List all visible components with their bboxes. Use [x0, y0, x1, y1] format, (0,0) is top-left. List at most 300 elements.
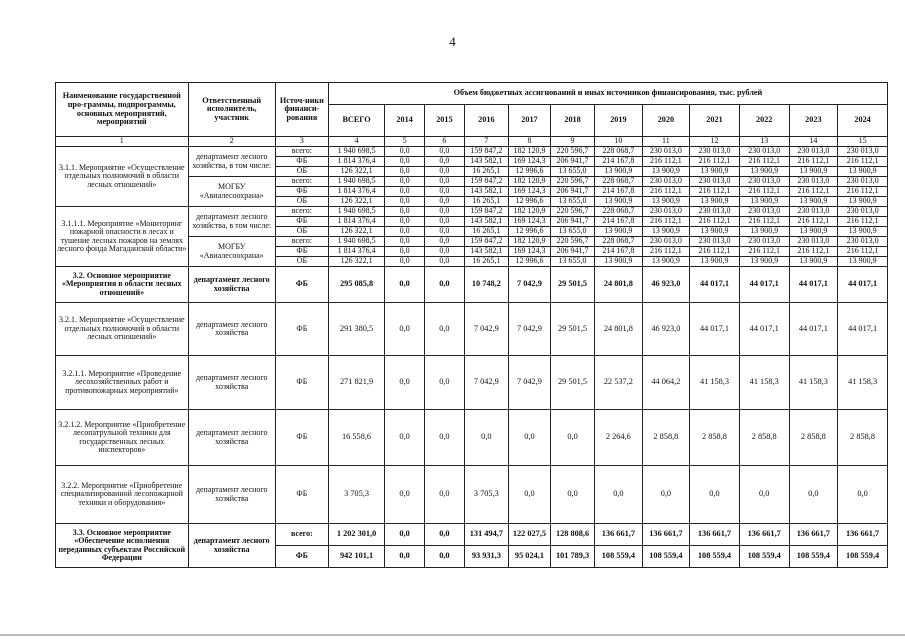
value-cell: 13 900,9 — [690, 197, 740, 207]
value-cell: 169 124,3 — [508, 247, 550, 257]
value-cell: 13 655,0 — [550, 197, 594, 207]
value-cell: 12 996,6 — [508, 257, 550, 267]
value-cell: 0,0 — [464, 410, 508, 466]
value-cell: 0,0 — [425, 227, 465, 237]
value-cell: 44 017,1 — [690, 267, 740, 303]
header-source: Источ-ники финанси-рования — [275, 83, 328, 137]
header-year: 2018 — [550, 105, 594, 137]
value-cell: 169 124,3 — [508, 157, 550, 167]
value-cell: 16 558,6 — [328, 410, 384, 466]
value-cell: 136 661,7 — [595, 524, 643, 546]
value-cell: 0,0 — [425, 410, 465, 466]
value-cell: 95 024,1 — [508, 546, 550, 568]
value-cell: 128 808,6 — [550, 524, 594, 546]
value-cell: 101 789,3 — [550, 546, 594, 568]
value-cell: 16 265,1 — [464, 227, 508, 237]
value-cell: 230 013,0 — [739, 147, 789, 157]
value-cell: 0,0 — [642, 466, 690, 524]
value-cell: 143 582,1 — [464, 187, 508, 197]
value-cell: 41 158,3 — [838, 356, 888, 410]
funding-source: всего: — [275, 524, 328, 546]
value-cell: 0,0 — [425, 187, 465, 197]
value-cell: 13 900,9 — [789, 257, 838, 267]
value-cell: 291 380,5 — [328, 303, 384, 356]
value-cell: 3 705,3 — [464, 466, 508, 524]
value-cell: 216 112,1 — [789, 247, 838, 257]
header-year: 2024 — [838, 105, 888, 137]
funding-source: ОБ — [275, 257, 328, 267]
value-cell: 230 013,0 — [642, 147, 690, 157]
value-cell: 122 027,5 — [508, 524, 550, 546]
value-cell: 230 013,0 — [739, 177, 789, 187]
value-cell: 0,0 — [385, 267, 425, 303]
executor: МОГБУ «Авиалесоохрана» — [188, 237, 275, 267]
column-number: 7 — [464, 137, 508, 147]
value-cell: 136 661,7 — [739, 524, 789, 546]
value-cell: 0,0 — [385, 257, 425, 267]
value-cell: 230 013,0 — [642, 207, 690, 217]
value-cell: 0,0 — [425, 524, 465, 546]
value-cell: 942 101,1 — [328, 546, 384, 568]
value-cell: 0,0 — [385, 157, 425, 167]
value-cell: 206 941,7 — [550, 187, 594, 197]
value-cell: 230 013,0 — [789, 147, 838, 157]
value-cell: 0,0 — [385, 207, 425, 217]
value-cell: 13 900,9 — [595, 197, 643, 207]
value-cell: 0,0 — [425, 303, 465, 356]
value-cell: 230 013,0 — [789, 207, 838, 217]
value-cell: 13 900,9 — [642, 167, 690, 177]
value-cell: 126 322,1 — [328, 227, 384, 237]
funding-source: ФБ — [275, 410, 328, 466]
value-cell: 13 900,9 — [595, 167, 643, 177]
value-cell: 0,0 — [425, 466, 465, 524]
value-cell: 0,0 — [425, 237, 465, 247]
value-cell: 230 013,0 — [690, 207, 740, 217]
header-year: 2016 — [464, 105, 508, 137]
value-cell: 230 013,0 — [690, 237, 740, 247]
value-cell: 24 801,8 — [595, 267, 643, 303]
value-cell: 13 900,9 — [739, 197, 789, 207]
column-number: 13 — [739, 137, 789, 147]
value-cell: 13 900,9 — [642, 257, 690, 267]
value-cell: 13 900,9 — [690, 167, 740, 177]
value-cell: 44 064,2 — [642, 356, 690, 410]
value-cell: 3 705,3 — [328, 466, 384, 524]
value-cell: 214 167,8 — [595, 247, 643, 257]
table-row — [56, 207, 888, 217]
value-cell: 0,0 — [385, 167, 425, 177]
funding-source: ФБ — [275, 217, 328, 227]
value-cell: 44 017,1 — [789, 303, 838, 356]
executor: департамент лесного хозяйства — [188, 410, 275, 466]
funding-source: всего: — [275, 207, 328, 217]
funding-source: ОБ — [275, 227, 328, 237]
value-cell: 136 661,7 — [789, 524, 838, 546]
value-cell: 216 112,1 — [739, 157, 789, 167]
funding-source: всего: — [275, 147, 328, 157]
funding-source: ФБ — [275, 303, 328, 356]
value-cell: 44 017,1 — [838, 303, 888, 356]
value-cell: 216 112,1 — [838, 157, 888, 167]
value-cell: 216 112,1 — [838, 187, 888, 197]
value-cell: 16 265,1 — [464, 257, 508, 267]
value-cell: 108 559,4 — [789, 546, 838, 568]
value-cell: 0,0 — [385, 303, 425, 356]
value-cell: 0,0 — [385, 177, 425, 187]
value-cell: 0,0 — [425, 356, 465, 410]
value-cell: 143 582,1 — [464, 217, 508, 227]
value-cell: 206 941,7 — [550, 157, 594, 167]
value-cell: 0,0 — [385, 197, 425, 207]
column-number: 15 — [838, 137, 888, 147]
value-cell: 7 042,9 — [464, 356, 508, 410]
value-cell: 1 814 376,4 — [328, 217, 384, 227]
column-number: 11 — [642, 137, 690, 147]
value-cell: 220 596,7 — [550, 177, 594, 187]
value-cell: 216 112,1 — [739, 247, 789, 257]
value-cell: 228 068,7 — [595, 147, 643, 157]
value-cell: 1 814 376,4 — [328, 247, 384, 257]
executor: департамент лесного хозяйства — [188, 267, 275, 303]
value-cell: 206 941,7 — [550, 217, 594, 227]
value-cell: 13 900,9 — [789, 197, 838, 207]
value-cell: 216 112,1 — [642, 187, 690, 197]
value-cell: 216 112,1 — [739, 187, 789, 197]
value-cell: 0,0 — [425, 257, 465, 267]
value-cell: 228 068,7 — [595, 237, 643, 247]
value-cell: 295 085,8 — [328, 267, 384, 303]
value-cell: 159 847,2 — [464, 207, 508, 217]
value-cell: 230 013,0 — [690, 147, 740, 157]
value-cell: 182 120,9 — [508, 237, 550, 247]
value-cell: 126 322,1 — [328, 197, 384, 207]
funding-source: всего: — [275, 237, 328, 247]
value-cell: 16 265,1 — [464, 167, 508, 177]
value-cell: 46 923,0 — [642, 303, 690, 356]
value-cell: 13 900,9 — [642, 227, 690, 237]
value-cell: 1 940 698,5 — [328, 147, 384, 157]
value-cell: 41 158,3 — [789, 356, 838, 410]
value-cell: 13 900,9 — [690, 257, 740, 267]
value-cell: 182 120,9 — [508, 177, 550, 187]
value-cell: 0,0 — [425, 247, 465, 257]
value-cell: 0,0 — [739, 466, 789, 524]
header-year: 2015 — [425, 105, 465, 137]
value-cell: 1 814 376,4 — [328, 187, 384, 197]
value-cell: 216 112,1 — [789, 217, 838, 227]
budget-table — [55, 82, 888, 568]
page-bottom-edge — [0, 634, 905, 636]
table-row — [56, 524, 888, 546]
value-cell: 12 996,6 — [508, 167, 550, 177]
value-cell: 1 940 698,5 — [328, 207, 384, 217]
value-cell: 13 900,9 — [789, 227, 838, 237]
value-cell: 230 013,0 — [789, 237, 838, 247]
value-cell: 230 013,0 — [838, 207, 888, 217]
value-cell: 13 900,9 — [595, 257, 643, 267]
value-cell: 29 501,5 — [550, 303, 594, 356]
funding-source: ОБ — [275, 167, 328, 177]
header-executor: Ответственный исполнитель, участник — [188, 83, 275, 137]
header-year: 2019 — [595, 105, 643, 137]
value-cell: 13 900,9 — [739, 257, 789, 267]
value-cell: 216 112,1 — [690, 187, 740, 197]
value-cell: 230 013,0 — [739, 207, 789, 217]
value-cell: 230 013,0 — [789, 177, 838, 187]
value-cell: 0,0 — [425, 267, 465, 303]
funding-source: ФБ — [275, 356, 328, 410]
value-cell: 7 042,9 — [464, 303, 508, 356]
header-year: 2017 — [508, 105, 550, 137]
value-cell: 136 661,7 — [838, 524, 888, 546]
header-name: Наименование государственной про-граммы, подпрограммы, основных мероприятий, мероприятий — [56, 83, 189, 137]
value-cell: 108 559,4 — [838, 546, 888, 568]
activity-name: 3.1.1.1. Мероприятие «Мониторинг пожарной опасности в лесах и тушение лесных пожаров на землях лесного фонда Магаданской области» — [56, 207, 189, 267]
value-cell: 0,0 — [425, 177, 465, 187]
value-cell: 0,0 — [425, 167, 465, 177]
value-cell: 13 900,9 — [838, 257, 888, 267]
column-number: 1 — [56, 137, 189, 147]
value-cell: 13 900,9 — [838, 197, 888, 207]
activity-name: 3.1.1. Мероприятие «Осуществление отдельных полномочий в области лесных отношений» — [56, 147, 189, 207]
value-cell: 230 013,0 — [838, 177, 888, 187]
value-cell: 108 559,4 — [739, 546, 789, 568]
column-number: 5 — [385, 137, 425, 147]
value-cell: 7 042,9 — [508, 356, 550, 410]
executor: департамент лесного хозяйства — [188, 466, 275, 524]
value-cell: 216 112,1 — [642, 217, 690, 227]
value-cell: 220 596,7 — [550, 207, 594, 217]
column-number: 2 — [188, 137, 275, 147]
value-cell: 0,0 — [385, 217, 425, 227]
value-cell: 1 940 698,5 — [328, 237, 384, 247]
value-cell: 29 501,5 — [550, 267, 594, 303]
value-cell: 230 013,0 — [690, 177, 740, 187]
value-cell: 0,0 — [385, 237, 425, 247]
header-year: 2023 — [789, 105, 838, 137]
value-cell: 143 582,1 — [464, 247, 508, 257]
funding-source: ФБ — [275, 247, 328, 257]
header-year: 2020 — [642, 105, 690, 137]
value-cell: 136 661,7 — [690, 524, 740, 546]
value-cell: 13 655,0 — [550, 227, 594, 237]
executor: МОГБУ «Авиалесоохрана» — [188, 177, 275, 207]
value-cell: 0,0 — [425, 546, 465, 568]
table-row — [56, 303, 888, 356]
value-cell: 24 801,8 — [595, 303, 643, 356]
value-cell: 2 858,8 — [789, 410, 838, 466]
value-cell: 169 124,3 — [508, 187, 550, 197]
value-cell: 108 559,4 — [690, 546, 740, 568]
value-cell: 1 940 698,5 — [328, 177, 384, 187]
value-cell: 0,0 — [385, 546, 425, 568]
value-cell: 7 042,9 — [508, 303, 550, 356]
value-cell: 0,0 — [385, 524, 425, 546]
value-cell: 230 013,0 — [739, 237, 789, 247]
value-cell: 216 112,1 — [690, 157, 740, 167]
activity-name: 3.2.1. Мероприятие «Осуществление отдельных полномочий в области лесных отношений» — [56, 303, 189, 356]
table-row — [56, 466, 888, 524]
funding-source: ФБ — [275, 546, 328, 568]
value-cell: 2 858,8 — [838, 410, 888, 466]
value-cell: 46 923,0 — [642, 267, 690, 303]
value-cell: 0,0 — [385, 227, 425, 237]
value-cell: 230 013,0 — [642, 237, 690, 247]
value-cell: 169 124,3 — [508, 217, 550, 227]
page-number: 4 — [449, 34, 456, 49]
value-cell: 230 013,0 — [838, 147, 888, 157]
header-total: ВСЕГО — [328, 105, 384, 137]
table-row — [56, 410, 888, 466]
value-cell: 182 120,9 — [508, 147, 550, 157]
value-cell: 0,0 — [508, 466, 550, 524]
value-cell: 0,0 — [385, 410, 425, 466]
value-cell: 216 112,1 — [789, 187, 838, 197]
value-cell: 216 112,1 — [690, 247, 740, 257]
value-cell: 41 158,3 — [739, 356, 789, 410]
value-cell: 44 017,1 — [690, 303, 740, 356]
value-cell: 29 501,5 — [550, 356, 594, 410]
value-cell: 214 167,8 — [595, 157, 643, 167]
header-year: 2021 — [690, 105, 740, 137]
value-cell: 159 847,2 — [464, 237, 508, 247]
header-year: 2014 — [385, 105, 425, 137]
value-cell: 13 900,9 — [739, 167, 789, 177]
value-cell: 1 814 376,4 — [328, 157, 384, 167]
header-volume: Объем бюджетных ассигнований и иных источников финансирования, тыс. рублей — [328, 83, 887, 105]
value-cell: 44 017,1 — [739, 303, 789, 356]
value-cell: 126 322,1 — [328, 257, 384, 267]
value-cell: 216 112,1 — [838, 217, 888, 227]
value-cell: 13 900,9 — [642, 197, 690, 207]
activity-name: 3.3. Основное мероприятие «Обеспечение исполнения переданных субъектам Российской Федерации — [56, 524, 189, 568]
value-cell: 0,0 — [425, 157, 465, 167]
value-cell: 2 858,8 — [690, 410, 740, 466]
column-number: 4 — [328, 137, 384, 147]
value-cell: 13 655,0 — [550, 257, 594, 267]
value-cell: 216 112,1 — [838, 247, 888, 257]
value-cell: 108 559,4 — [595, 546, 643, 568]
value-cell: 0,0 — [789, 466, 838, 524]
activity-name: 3.2.1.1. Мероприятие «Проведение лесохозяйственных работ и противопожарных мероприятий» — [56, 356, 189, 410]
header-year: 2022 — [739, 105, 789, 137]
executor: департамент лесного хозяйства — [188, 524, 275, 568]
value-cell: 10 748,2 — [464, 267, 508, 303]
value-cell: 182 120,9 — [508, 207, 550, 217]
executor: департамент лесного хозяйства, в том числе: — [188, 207, 275, 237]
value-cell: 12 996,6 — [508, 227, 550, 237]
value-cell: 44 017,1 — [739, 267, 789, 303]
value-cell: 13 900,9 — [789, 167, 838, 177]
value-cell: 0,0 — [595, 466, 643, 524]
value-cell: 220 596,7 — [550, 237, 594, 247]
value-cell: 2 858,8 — [642, 410, 690, 466]
executor: департамент лесного хозяйства — [188, 303, 275, 356]
value-cell: 1 202 301,0 — [328, 524, 384, 546]
value-cell: 0,0 — [425, 217, 465, 227]
value-cell: 7 042,9 — [508, 267, 550, 303]
value-cell: 136 661,7 — [642, 524, 690, 546]
value-cell: 0,0 — [385, 247, 425, 257]
value-cell: 13 900,9 — [690, 227, 740, 237]
value-cell: 0,0 — [838, 466, 888, 524]
column-number: 8 — [508, 137, 550, 147]
activity-name: 3.2. Основное мероприятие «Мероприятия в области лесных отношений» — [56, 267, 189, 303]
value-cell: 13 900,9 — [838, 167, 888, 177]
funding-source: ФБ — [275, 157, 328, 167]
value-cell: 159 847,2 — [464, 147, 508, 157]
column-number: 10 — [595, 137, 643, 147]
value-cell: 22 537,2 — [595, 356, 643, 410]
value-cell: 230 013,0 — [642, 177, 690, 187]
value-cell: 12 996,6 — [508, 197, 550, 207]
value-cell: 13 655,0 — [550, 167, 594, 177]
funding-source: ФБ — [275, 466, 328, 524]
value-cell: 0,0 — [425, 197, 465, 207]
funding-source: ОБ — [275, 197, 328, 207]
value-cell: 0,0 — [508, 410, 550, 466]
value-cell: 230 013,0 — [838, 237, 888, 247]
value-cell: 216 112,1 — [642, 247, 690, 257]
value-cell: 0,0 — [550, 410, 594, 466]
value-cell: 44 017,1 — [838, 267, 888, 303]
value-cell: 216 112,1 — [642, 157, 690, 167]
table-row — [56, 147, 888, 157]
value-cell: 220 596,7 — [550, 147, 594, 157]
value-cell: 2 264,6 — [595, 410, 643, 466]
value-cell: 41 158,3 — [690, 356, 740, 410]
funding-source: ФБ — [275, 267, 328, 303]
value-cell: 0,0 — [385, 187, 425, 197]
value-cell: 159 847,2 — [464, 177, 508, 187]
value-cell: 206 941,7 — [550, 247, 594, 257]
table-row — [56, 356, 888, 410]
value-cell: 0,0 — [425, 147, 465, 157]
value-cell: 0,0 — [690, 466, 740, 524]
activity-name: 3.2.2. Мероприятие «Приобретение специализированной лесопожарной техники и оборудования» — [56, 466, 189, 524]
value-cell: 13 900,9 — [838, 227, 888, 237]
value-cell: 13 900,9 — [595, 227, 643, 237]
executor: департамент лесного хозяйства, в том числе: — [188, 147, 275, 177]
column-number: 6 — [425, 137, 465, 147]
column-number: 12 — [690, 137, 740, 147]
value-cell: 126 322,1 — [328, 167, 384, 177]
value-cell: 0,0 — [385, 356, 425, 410]
column-number: 9 — [550, 137, 594, 147]
table-row — [56, 267, 888, 303]
value-cell: 228 068,7 — [595, 177, 643, 187]
executor: департамент лесного хозяйства — [188, 356, 275, 410]
value-cell: 93 931,3 — [464, 546, 508, 568]
activity-name: 3.2.1.2. Мероприятие «Приобретение лесопатрульной техники для государственных лесных инспекторов» — [56, 410, 189, 466]
value-cell: 143 582,1 — [464, 157, 508, 167]
value-cell: 214 167,8 — [595, 187, 643, 197]
value-cell: 216 112,1 — [789, 157, 838, 167]
value-cell: 131 494,7 — [464, 524, 508, 546]
funding-source: всего: — [275, 177, 328, 187]
column-number: 3 — [275, 137, 328, 147]
value-cell: 0,0 — [425, 207, 465, 217]
value-cell: 2 858,8 — [739, 410, 789, 466]
value-cell: 216 112,1 — [739, 217, 789, 227]
funding-source: ФБ — [275, 187, 328, 197]
value-cell: 271 821,9 — [328, 356, 384, 410]
value-cell: 0,0 — [550, 466, 594, 524]
value-cell: 216 112,1 — [690, 217, 740, 227]
value-cell: 44 017,1 — [789, 267, 838, 303]
value-cell: 108 559,4 — [642, 546, 690, 568]
